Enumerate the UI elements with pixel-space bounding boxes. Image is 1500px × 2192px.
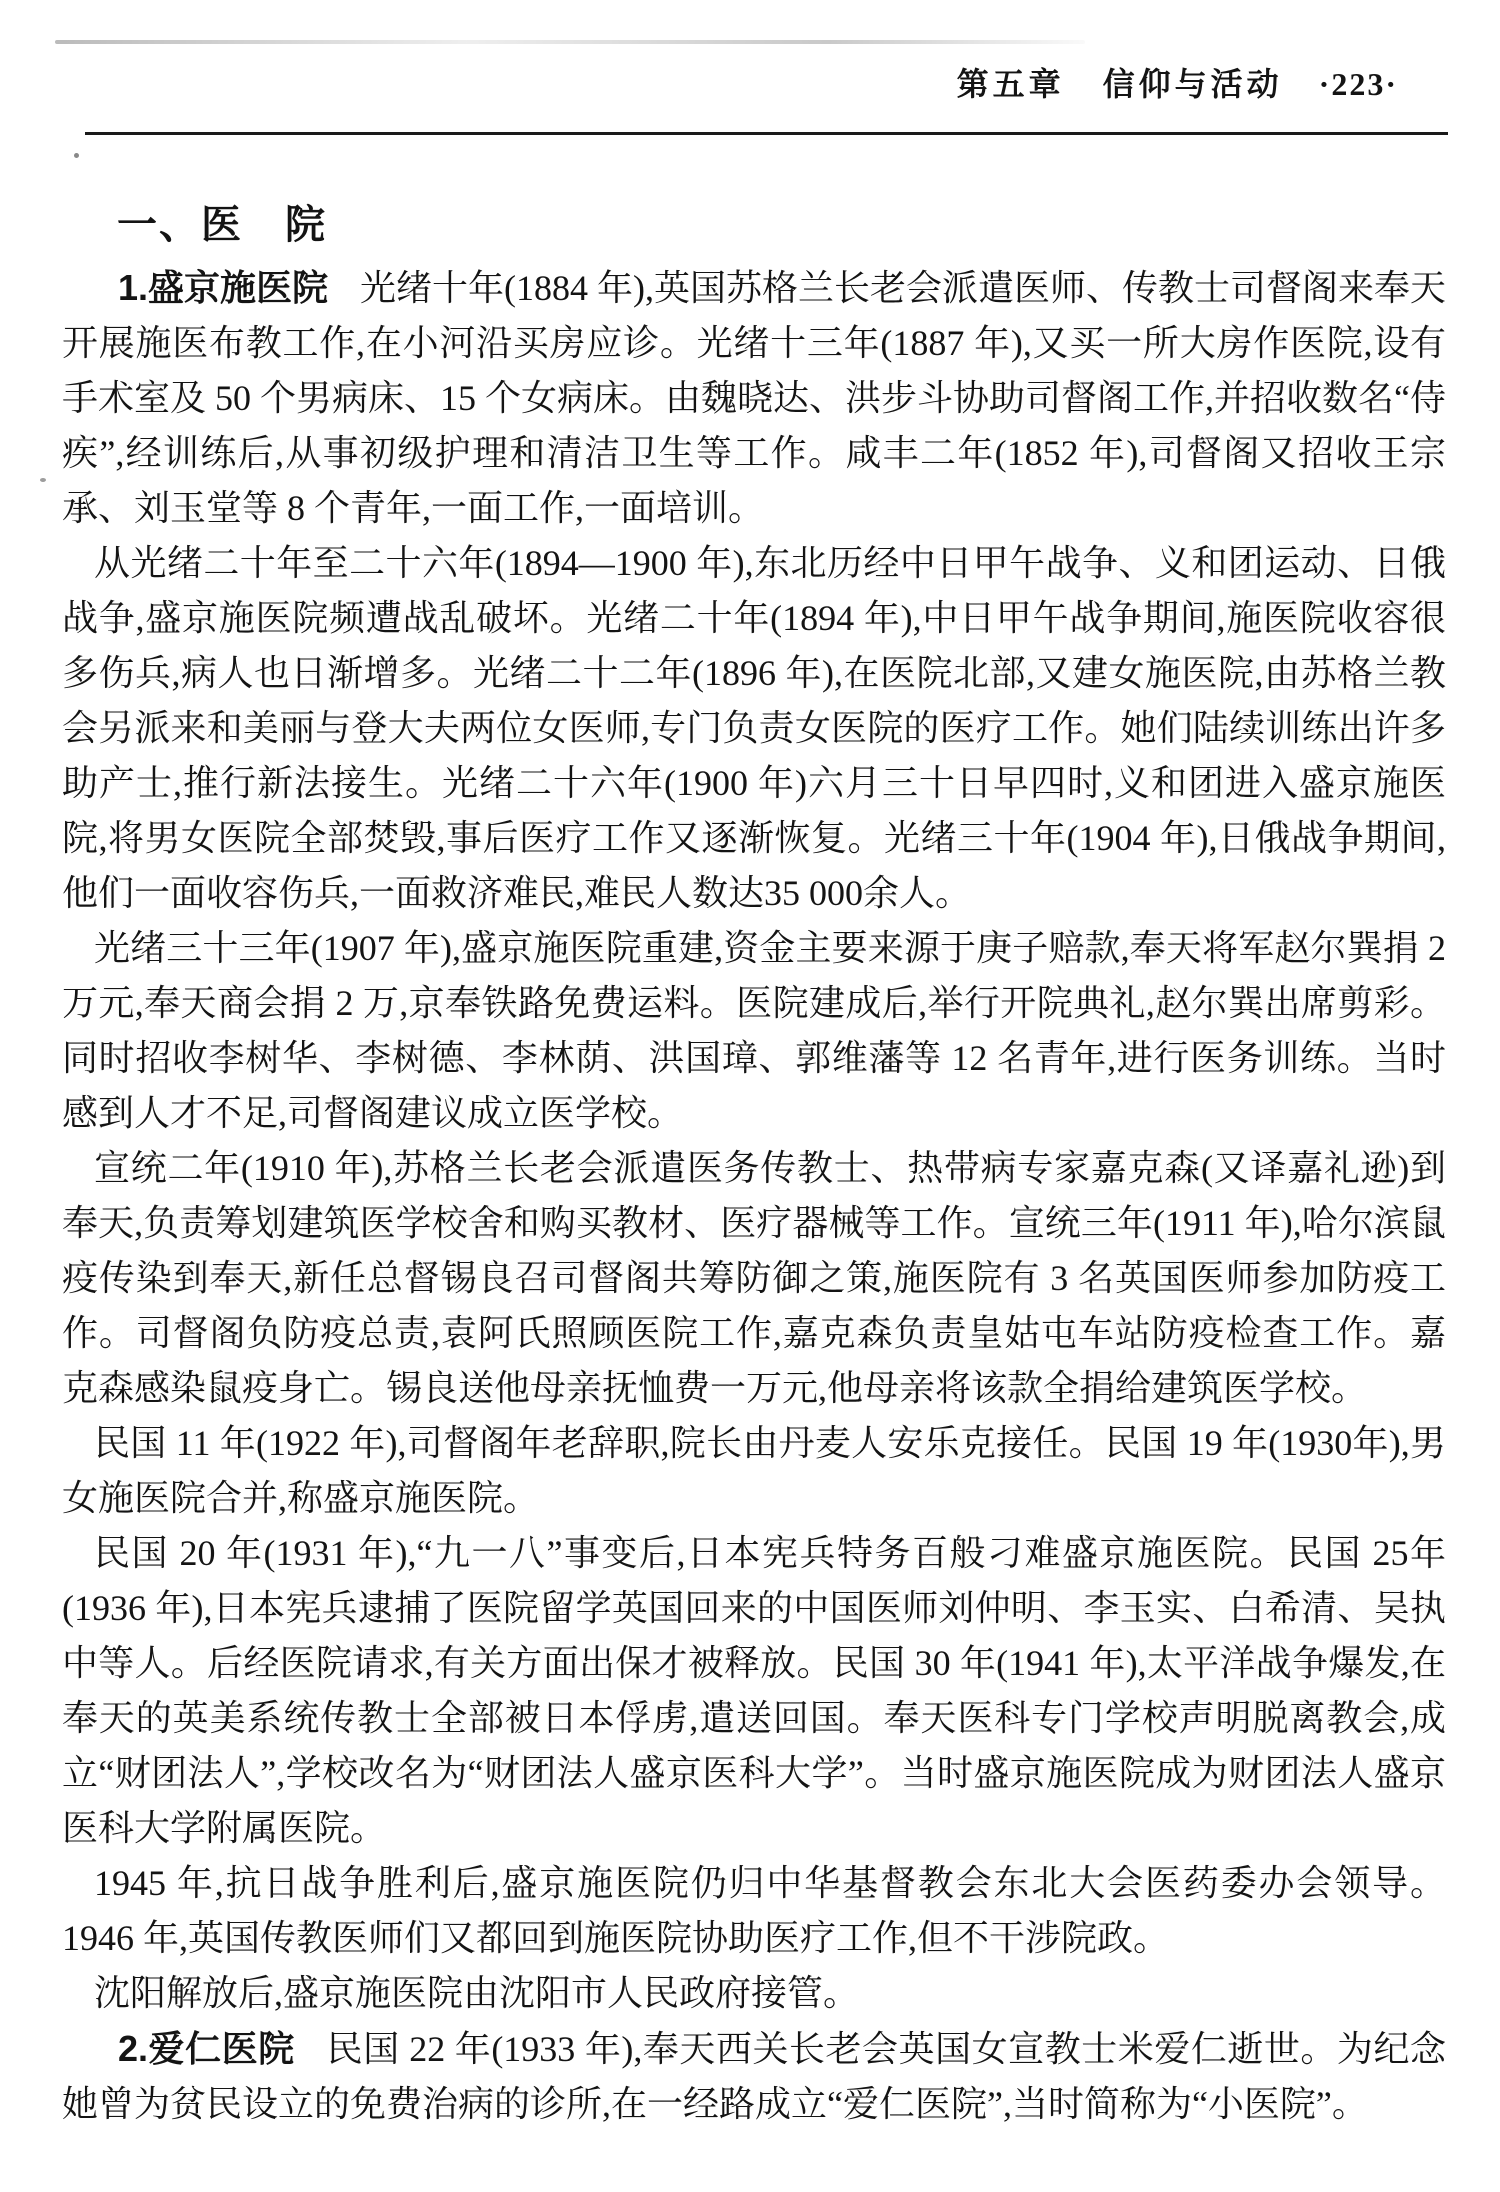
paragraph: 从光绪二十年至二十六年(1894—1900 年),东北历经中日甲午战争、义和团运动、日俄战争,盛京施医院频遭战乱破坏。光绪二十年(1894 年),中日甲午战争期间,施医院收容很多伤兵,病人也日渐增多。光绪二十二年(1896 年),在医院北部,又建女施医院,由苏格兰教会另派来和美丽与登大夫两位女医师,专门负责女医院的医疗工作。她们陆续训练出许多助产士,推行新法接生。光绪二十六年(1900 年)六月三十日早四时,义和团进入盛京施医院,将男女医院全部焚毁,事后医疗工作又逐渐恢复。光绪三十年(1904 年),日俄战争期间,他们一面收容伤兵,一面救济难民,难民人数达35 000余人。 xyxy=(62,543,1446,913)
paragraph: 光绪三十三年(1907 年),盛京施医院重建,资金主要来源于庚子赔款,奉天将军赵尔巽捐 2 万元,奉天商会捐 2 万,京奉铁路免费运料。医院建成后,举行开院典礼,赵尔巽出席剪彩。同时招收李树华、李树德、李林荫、洪国璋、郭维藩等 12 名青年,进行医务训练。当时感到人才不足,司督阁建议成立医学校。 xyxy=(62,928,1446,1133)
scan-artifact-dot xyxy=(40,478,46,482)
body-text xyxy=(62,260,1446,2132)
paragraph: 1945 年,抗日战争胜利后,盛京施医院仍归中华基督教会东北大会医药委办会领导。1946 年,英国传教医师们又都回到施医院协助医疗工作,但不干涉院政。 xyxy=(62,1863,1446,1958)
numbered-paragraph: 2.爱仁医院 民国 22 年(1933 年),奉天西关长老会英国女宣教士米爱仁逝世。为纪念她曾为贫民设立的免费治病的诊所,在一经路成立“爱仁医院”,当时简称为“小医院”。 xyxy=(62,2028,1446,2124)
numbered-paragraph: 1.盛京施医院 光绪十年(1884 年),英国苏格兰长老会派遣医师、传教士司督阁来奉天开展施医布教工作,在小河沿买房应诊。光绪十三年(1887 年),又买一所大房作医院,设有手术室及 50 个男病床、15 个女病床。由魏晓达、洪步斗协助司督阁工作,并招收数名“侍疾”,经训练后,从事初级护理和清洁卫生等工作。咸丰二年(1852 年),司督阁又招收王宗承、刘玉堂等 8 个青年,一面工作,一面培训。 xyxy=(62,267,1447,528)
chapter-section-title: 信仰与活动 xyxy=(1102,66,1283,102)
paragraph: 沈阳解放后,盛京施医院由沈阳市人民政府接管。 xyxy=(94,1973,860,2013)
scan-artifact-smudge xyxy=(55,40,1085,44)
paragraph: 民国 11 年(1922 年),司督阁年老辞职,院长由丹麦人安乐克接任。民国 19 年(1930年),男女施医院合并,称盛京施医院。 xyxy=(62,1423,1446,1518)
running-header xyxy=(957,62,1398,106)
paragraph-lead-heading: 1.盛京施医院 xyxy=(118,267,329,308)
chapter-label: 第五章 xyxy=(956,66,1065,102)
paragraph: 民国 20 年(1931 年),“九一八”事变后,日本宪兵特务百般刁难盛京施医院。民国 25年(1936 年),日本宪兵逮捕了医院留学英国回来的中国医师刘仲明、李玉实、白希清、吴执中等人。后经医院请求,有关方面出保才被释放。民国 30 年(1941 年),太平洋战争爆发,在奉天的英美系统传教士全部被日本俘虏,遣送回国。奉天医科专门学校声明脱离教会,成立“财团法人”,学校改名为“财团法人盛京医科大学”。当时盛京施医院成为财团法人盛京医科大学附属医院。 xyxy=(62,1533,1446,1848)
scan-artifact-dot xyxy=(74,153,79,158)
paragraph-lead-heading: 2.爱仁医院 xyxy=(118,2028,295,2069)
section-heading: 一、医 院 xyxy=(117,203,327,247)
header-divider-rule xyxy=(85,132,1448,135)
paragraph: 宣统二年(1910 年),苏格兰长老会派遣医务传教士、热带病专家嘉克森(又译嘉礼逊)到奉天,负责筹划建筑医学校舍和购买教材、医疗器械等工作。宣统三年(1911 年),哈尔滨鼠疫传染到奉天,新任总督锡良召司督阁共筹防御之策,施医院有 3 名英国医师参加防疫工作。司督阁负防疫总责,袁阿氏照顾医院工作,嘉克森负责皇姑屯车站防疫检查工作。嘉克森感染鼠疫身亡。锡良送他母亲抚恤费一万元,他母亲将该款全捐给建筑医学校。 xyxy=(62,1148,1446,1408)
page-number: ·223· xyxy=(1318,66,1398,102)
